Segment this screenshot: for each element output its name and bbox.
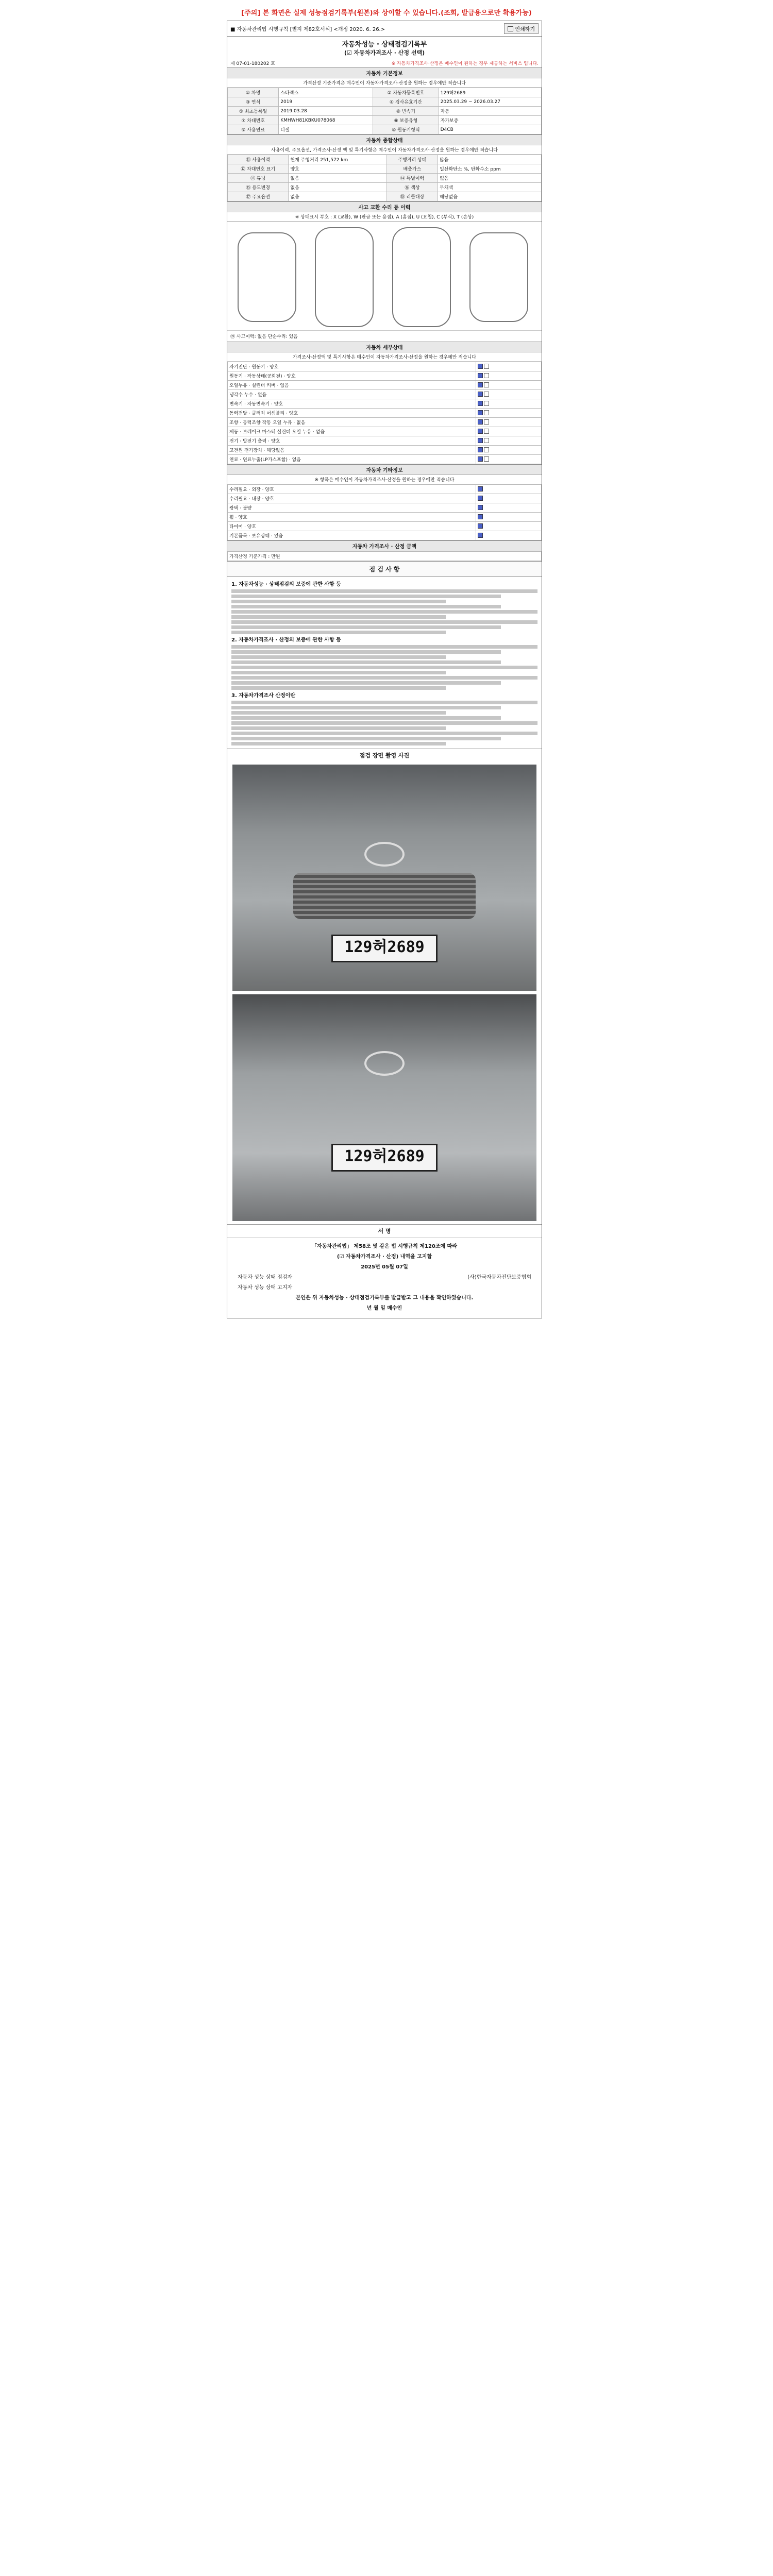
checked-icon <box>478 496 483 501</box>
row-key: ⑪ 사용이력 <box>228 155 289 164</box>
text-line <box>231 595 501 598</box>
photo-front <box>232 765 536 991</box>
text-line <box>231 676 537 680</box>
detail-status <box>476 436 542 446</box>
sign-line1: 「자동차관리법」 제58조 및 같은 법 시행규칙 제120조에 따라 <box>311 1244 458 1249</box>
text-line <box>231 732 537 735</box>
other-row <box>228 503 542 513</box>
car-side-right-icon <box>469 232 528 322</box>
sign-box <box>227 1237 542 1318</box>
row-key: ⑭ 특별이력 <box>386 174 438 183</box>
row-key: ⑩ 원동기형식 <box>373 125 439 134</box>
checked-icon <box>478 523 483 529</box>
unchecked-icon <box>484 429 489 434</box>
row-value: KMHWH81KBKU078068 <box>279 116 373 125</box>
section-title: 자동차 종합상태 <box>227 135 542 145</box>
text-line <box>231 681 501 685</box>
issuer-label: 자동차 성능 상태 고지자 <box>238 1285 293 1291</box>
guide-title: 점 검 사 항 <box>227 561 542 577</box>
other-row <box>228 531 542 540</box>
row-key: ③ 연식 <box>228 97 279 107</box>
detail-status <box>476 390 542 399</box>
row-value: 129허2689 <box>439 88 541 97</box>
guide-head: 1. 자동차성능 · 상태점검의 보증에 관한 사항 등 <box>231 582 341 587</box>
row-value: 2019 <box>279 97 373 107</box>
checked-icon <box>478 364 483 369</box>
footer-line: 년 월 일 매수인 <box>366 1306 402 1311</box>
sign-date: 2025년 05월 07일 <box>361 1264 408 1270</box>
row-value: 해당없음 <box>438 192 542 201</box>
row-key: ⑦ 차대번호 <box>228 116 279 125</box>
doc-warning: ※ 자동차가격조사·산정은 매수인이 원하는 경우 제공하는 서비스 입니다. <box>391 61 539 66</box>
unchecked-icon <box>484 373 489 378</box>
checked-icon <box>478 438 483 443</box>
detail-row <box>228 381 542 390</box>
recipient-line: 본인은 위 자동차성능 · 상태점검기록부를 발급받고 그 내용을 확인하였습니다. <box>295 1295 474 1301</box>
doc-title: 자동차성능 · 상태점검기록부 <box>342 41 427 48</box>
text-line <box>231 620 537 624</box>
row-key: ④ 검사유효기간 <box>373 97 439 107</box>
other-row <box>228 485 542 494</box>
row-key: ⑬ 튜닝 <box>228 174 289 183</box>
basic-row <box>228 97 542 107</box>
guide-head: 3. 자동차가격조사 산정이란 <box>231 693 295 699</box>
text-line <box>231 666 537 669</box>
basic-row <box>228 116 542 125</box>
car-rear-icon <box>392 227 451 327</box>
row-key: ⑫ 차대번호 표기 <box>228 164 289 174</box>
detail-status <box>476 381 542 390</box>
checked-icon <box>478 392 483 397</box>
row-key: ⑨ 사용연료 <box>228 125 279 134</box>
text-line <box>231 726 446 730</box>
row-value: 일산화탄소 %, 탄화수소 ppm <box>438 164 542 174</box>
license-plate: 129허2689 <box>331 935 438 962</box>
text-line <box>231 645 537 649</box>
text-line <box>231 589 537 593</box>
other-status <box>476 485 542 494</box>
text-line <box>231 600 446 603</box>
unchecked-icon <box>484 438 489 443</box>
row-key: ⑧ 보증유형 <box>373 116 439 125</box>
checked-icon <box>478 486 483 492</box>
detail-item: 변속기 · 자동변속기 · 양호 <box>228 399 476 409</box>
row-value: 없음 <box>289 183 386 192</box>
row-key: ⑰ 주요옵션 <box>228 192 289 201</box>
section-title: 자동차 기본정보 <box>227 68 542 78</box>
checked-icon <box>478 382 483 387</box>
text-line <box>231 721 537 725</box>
detail-item: 고전원 전기장치 · 해당없음 <box>228 446 476 455</box>
text-line <box>231 686 446 690</box>
detail-item: 원동기 · 작동상태(공회전) · 양호 <box>228 371 476 381</box>
other-status <box>476 522 542 531</box>
text-line <box>231 706 501 709</box>
inspector-label: 자동차 성능 상태 점검자 <box>238 1275 293 1280</box>
text-line <box>231 737 501 740</box>
row-key: 배출가스 <box>386 164 438 174</box>
other-item: 휠 · 양호 <box>228 513 476 522</box>
meta-row <box>227 59 542 67</box>
sign-line2: (☑ 자동차가격조사 · 산정) 내역을 고지함 <box>337 1254 432 1260</box>
checked-icon <box>478 505 483 510</box>
section-title: 사고 교환 수리 등 이력 <box>227 202 542 212</box>
other-status <box>476 494 542 503</box>
row-value: 양호 <box>289 164 386 174</box>
unchecked-icon <box>484 419 489 425</box>
text-line <box>231 655 446 659</box>
other-status <box>476 513 542 522</box>
section-other <box>227 464 542 540</box>
detail-item: 조향 · 동력조향 작동 오일 누유 · 없음 <box>228 418 476 427</box>
photos-title: 점검 장면 촬영 사진 <box>227 749 542 761</box>
row-key: 주행거리 상태 <box>386 155 438 164</box>
other-item: 광택 · 불량 <box>228 503 476 513</box>
text-line <box>231 610 537 614</box>
row-value: 디젤 <box>279 125 373 134</box>
issuer-line <box>238 1283 531 1293</box>
detail-status <box>476 399 542 409</box>
detail-item: 냉각수 누수 · 없음 <box>228 390 476 399</box>
status-row <box>228 174 542 183</box>
detail-row <box>228 427 542 436</box>
grille <box>293 873 476 919</box>
unchecked-icon <box>484 364 489 369</box>
doc-number: 제 07-01-180202 호 <box>230 61 275 66</box>
row-value: 자동 <box>439 107 541 116</box>
inspector-name: (사)한국자동차진단보증협회 <box>467 1275 531 1280</box>
row-value: 없음 <box>438 174 542 183</box>
print-button[interactable] <box>504 23 539 34</box>
detail-row <box>228 390 542 399</box>
unchecked-icon <box>484 392 489 397</box>
detail-row <box>228 362 542 371</box>
status-table <box>227 155 542 201</box>
section-detail <box>227 342 542 464</box>
other-status <box>476 503 542 513</box>
repair-legend: ⑲ 사고이력: 없음 단순수리: 있음 <box>227 330 542 342</box>
other-table <box>227 484 542 540</box>
other-item: 타이어 · 양호 <box>228 522 476 531</box>
guide-body <box>227 577 542 749</box>
row-value: 없음 <box>289 192 386 201</box>
detail-item: 동력전달 · 클러치 어셈블리 · 양호 <box>228 409 476 418</box>
license-plate: 129허2689 <box>331 1144 438 1172</box>
row-value: 2019.03.28 <box>279 107 373 116</box>
section-title: 자동차 가격조사 · 산정 금액 <box>227 541 542 551</box>
section-subtitle: 가격산정 기준가격은 매수인이 자동차가격조사·산정을 원하는 경우에만 적습니다 <box>227 78 542 88</box>
detail-row <box>228 399 542 409</box>
hyundai-logo-icon <box>364 842 405 867</box>
detail-item: 자기진단 · 원동기 · 양호 <box>228 362 476 371</box>
section-title: 자동차 기타정보 <box>227 465 542 475</box>
checked-icon <box>478 447 483 452</box>
section-title: 자동차 세부상태 <box>227 342 542 352</box>
row-key: ⑱ 리콜대상 <box>386 192 438 201</box>
row-key: ⑥ 변속기 <box>373 107 439 116</box>
status-row <box>228 183 542 192</box>
text-line <box>231 660 501 664</box>
status-row <box>228 164 542 174</box>
section-basic <box>227 67 542 134</box>
detail-status <box>476 427 542 436</box>
row-value: 스타렉스 <box>279 88 373 97</box>
text-line <box>231 650 501 654</box>
text-line <box>231 631 446 634</box>
section-subtitle: 사용이력, 주요옵션, 가격조사·산정 액 및 특기사항은 매수인이 자동차가격조사·산정을 원하는 경우에만 적습니다 <box>227 145 542 155</box>
detail-row <box>228 418 542 427</box>
checked-icon <box>478 401 483 406</box>
row-value: 없음 <box>289 174 386 183</box>
detail-status <box>476 409 542 418</box>
row-value: 현재 주행거리 251,572 km <box>289 155 386 164</box>
text-line <box>231 742 446 745</box>
section-subtitle: 가격조사·산정액 및 특기사항은 매수인이 자동차가격조사·산정을 원하는 경우에만 적습니다 <box>227 352 542 362</box>
detail-row <box>228 436 542 446</box>
section-subtitle: ※ 상태표시 부호 : X (교환), W (판금 또는 용접), A (흠집), U (요철), C (부식), T (손상) <box>227 212 542 222</box>
row-key: ② 자동차등록번호 <box>373 88 439 97</box>
inspection-record <box>227 21 542 1318</box>
unchecked-icon <box>484 447 489 452</box>
photo-rear <box>232 994 536 1221</box>
title-box <box>227 36 542 59</box>
detail-status <box>476 455 542 464</box>
section-status <box>227 134 542 201</box>
detail-item: 전기 · 발전기 출력 · 양호 <box>228 436 476 446</box>
detail-item: 제동 · 브레이크 마스터 실린더 오일 누유 · 없음 <box>228 427 476 436</box>
detail-row <box>228 371 542 381</box>
checked-icon <box>478 410 483 415</box>
detail-status <box>476 362 542 371</box>
other-item: 수리필요 · 내장 · 양호 <box>228 494 476 503</box>
notice-banner: [주의] 본 화면은 실제 성능점검기록부(원본)와 상이할 수 있습니다.(조회, 발급용으로만 확용가능) <box>241 9 532 17</box>
guide-head: 2. 자동차가격조사 · 산정의 보증에 관한 사항 등 <box>231 637 341 643</box>
other-status <box>476 531 542 540</box>
other-item: 기본품목 · 보유상태 · 있음 <box>228 531 476 540</box>
form-label: ■ 자동차관리법 시행규칙 [별지 제82호서식] <개정 2020. 6. 26.> <box>230 27 385 32</box>
car-front-icon <box>315 227 374 327</box>
other-row <box>228 513 542 522</box>
detail-table <box>227 362 542 464</box>
basic-row <box>228 125 542 134</box>
print-label: 인쇄하기 <box>515 27 535 32</box>
status-row <box>228 192 542 201</box>
section-repair <box>227 201 542 342</box>
detail-status <box>476 418 542 427</box>
detail-item: 연료 · 연료누출(LP가스포함) · 없음 <box>228 455 476 464</box>
text-line <box>231 615 446 619</box>
row-value: D4CB <box>439 125 541 134</box>
price-table <box>227 551 542 561</box>
text-line <box>231 701 537 704</box>
car-diagram <box>227 222 542 330</box>
row-key: ⑤ 최초등록일 <box>228 107 279 116</box>
row-value: 많음 <box>438 155 542 164</box>
unchecked-icon <box>484 382 489 387</box>
text-line <box>231 671 446 674</box>
checked-icon <box>478 533 483 538</box>
other-row <box>228 494 542 503</box>
printer-icon <box>508 26 513 31</box>
price-cell: 가격산정 기준가격 : 만원 <box>228 552 542 561</box>
unchecked-icon <box>484 456 489 462</box>
other-row <box>228 522 542 531</box>
status-row <box>228 155 542 164</box>
checked-icon <box>478 419 483 425</box>
car-side-left-icon <box>238 232 296 322</box>
checked-icon <box>478 456 483 462</box>
detail-status <box>476 371 542 381</box>
doc-header <box>227 21 542 36</box>
detail-row <box>228 409 542 418</box>
text-line <box>231 605 501 608</box>
section-subtitle: ※ 항목은 매수인이 자동차가격조사·산정을 원하는 경우에만 적습니다 <box>227 475 542 484</box>
text-line <box>231 716 501 720</box>
unchecked-icon <box>484 410 489 415</box>
row-key: ⑯ 색상 <box>386 183 438 192</box>
row-value: 2025.03.29 ~ 2026.03.27 <box>439 97 541 107</box>
hyundai-logo-icon <box>364 1051 405 1076</box>
sign-title: 서 명 <box>227 1224 542 1237</box>
checked-icon <box>478 373 483 378</box>
row-value: 자가보증 <box>439 116 541 125</box>
detail-row <box>228 455 542 464</box>
row-key: ⑮ 용도변경 <box>228 183 289 192</box>
text-line <box>231 711 446 715</box>
row-value: 무채색 <box>438 183 542 192</box>
checked-icon <box>478 429 483 434</box>
basic-row <box>228 107 542 116</box>
checked-icon <box>478 514 483 519</box>
text-line <box>231 625 501 629</box>
detail-status <box>476 446 542 455</box>
inspector-line <box>238 1273 531 1283</box>
detail-row <box>228 446 542 455</box>
doc-subtitle: (☑ 자동차가격조사 · 산정 선택) <box>344 49 425 56</box>
unchecked-icon <box>484 401 489 406</box>
section-price <box>227 540 542 561</box>
basic-table <box>227 88 542 134</box>
detail-item: 오일누유 · 실린더 커버 · 없음 <box>228 381 476 390</box>
row-key: ① 차명 <box>228 88 279 97</box>
basic-row <box>228 88 542 97</box>
other-item: 수리필요 · 외장 · 양호 <box>228 485 476 494</box>
